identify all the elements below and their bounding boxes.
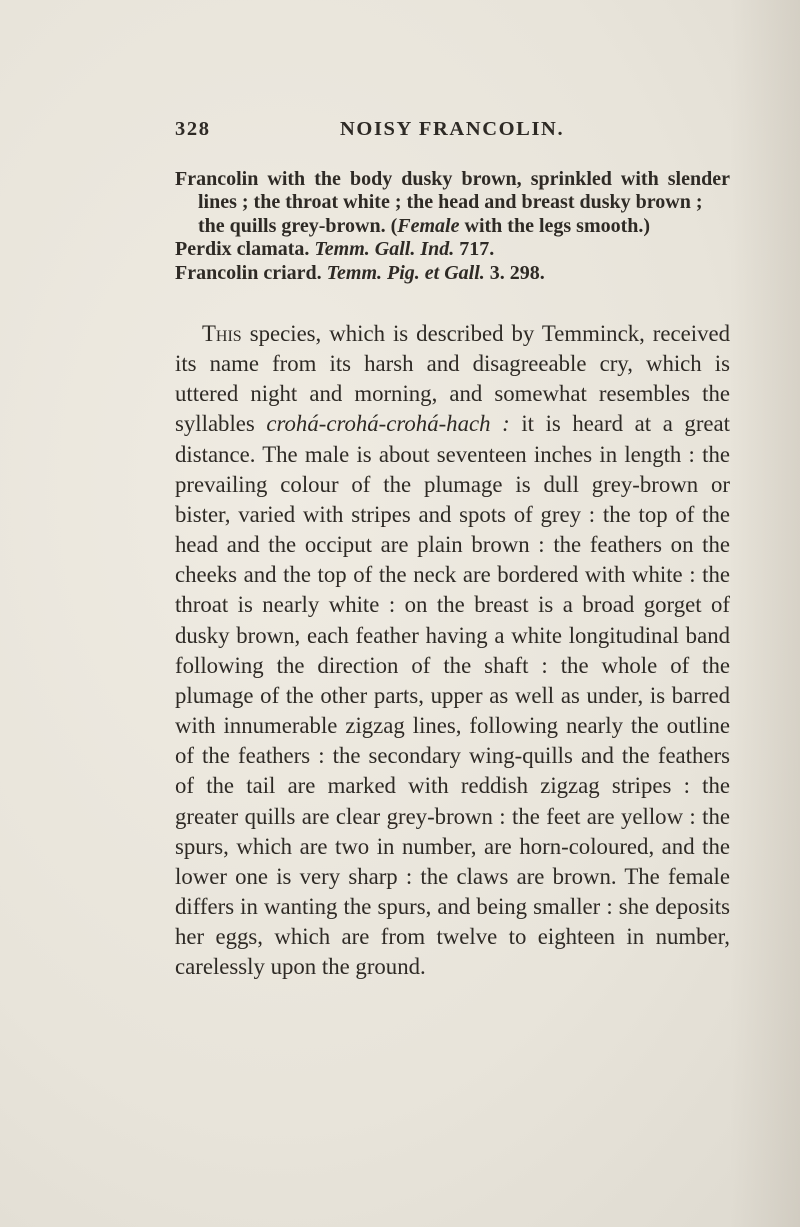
page-number: 328 <box>175 118 211 140</box>
page-edge-shadow <box>730 0 800 1227</box>
lead-word: This <box>202 321 242 346</box>
running-title: NOISY FRANCOLIN. <box>340 118 565 140</box>
description-text <box>175 319 730 982</box>
synonymy-line: Perdix clamata. Temm. Gall. Ind. 717. <box>175 238 495 261</box>
synonymy-line: Francolin with the body dusky brown, sprinkled with slender <box>175 168 730 190</box>
call-syllables: crohá-crohá-crohá-hach : <box>266 411 510 437</box>
synonymy-line: Francolin criard. Temm. Pig. et Gall. 3. 298. <box>175 261 545 284</box>
page-header <box>175 118 715 152</box>
species-synonymy <box>175 168 730 285</box>
synonymy-line: lines ; the throat white ; the head and breast dusky brown ; <box>198 191 703 214</box>
synonymy-line: the quills grey-brown. (Female with the legs smooth.) <box>198 214 651 237</box>
description-paragraph: This species, which is described by Temminck, received its name from its harsh and disagreeable cry, which is uttered night and morning, and somewhat resembles the syllables crohá-crohá-crohá-hach : it is heard at a great distance. The male is about seventeen inches in length : the prevailing colour of the plumage is dull grey-brown or bister, varied with stripes and spots of grey : the top of the head and the occiput are plain brown : the feathers on the cheeks and the top of the neck are bordered with white : the throat is nearly white : on the breast is a broad gorget of dusky brown, each feather having a white longitudinal band following the direction of the shaft : the whole of the plumage of the other parts, upper as well as under, is barred with innumerable zigzag lines, following nearly the outline of the feathers : the secondary wing-quills and the feathers of the tail are marked with reddish zigzag stripes : the greater quills are clear grey-brown : the feet are yellow : the spurs, which are two in number, are horn-coloured, and the lower one is very sharp : the claws are brown. The female differs in wanting the spurs, and being smaller : she deposits her eggs, which are from twelve to eighteen in number, carelessly upon the ground. <box>175 321 730 980</box>
